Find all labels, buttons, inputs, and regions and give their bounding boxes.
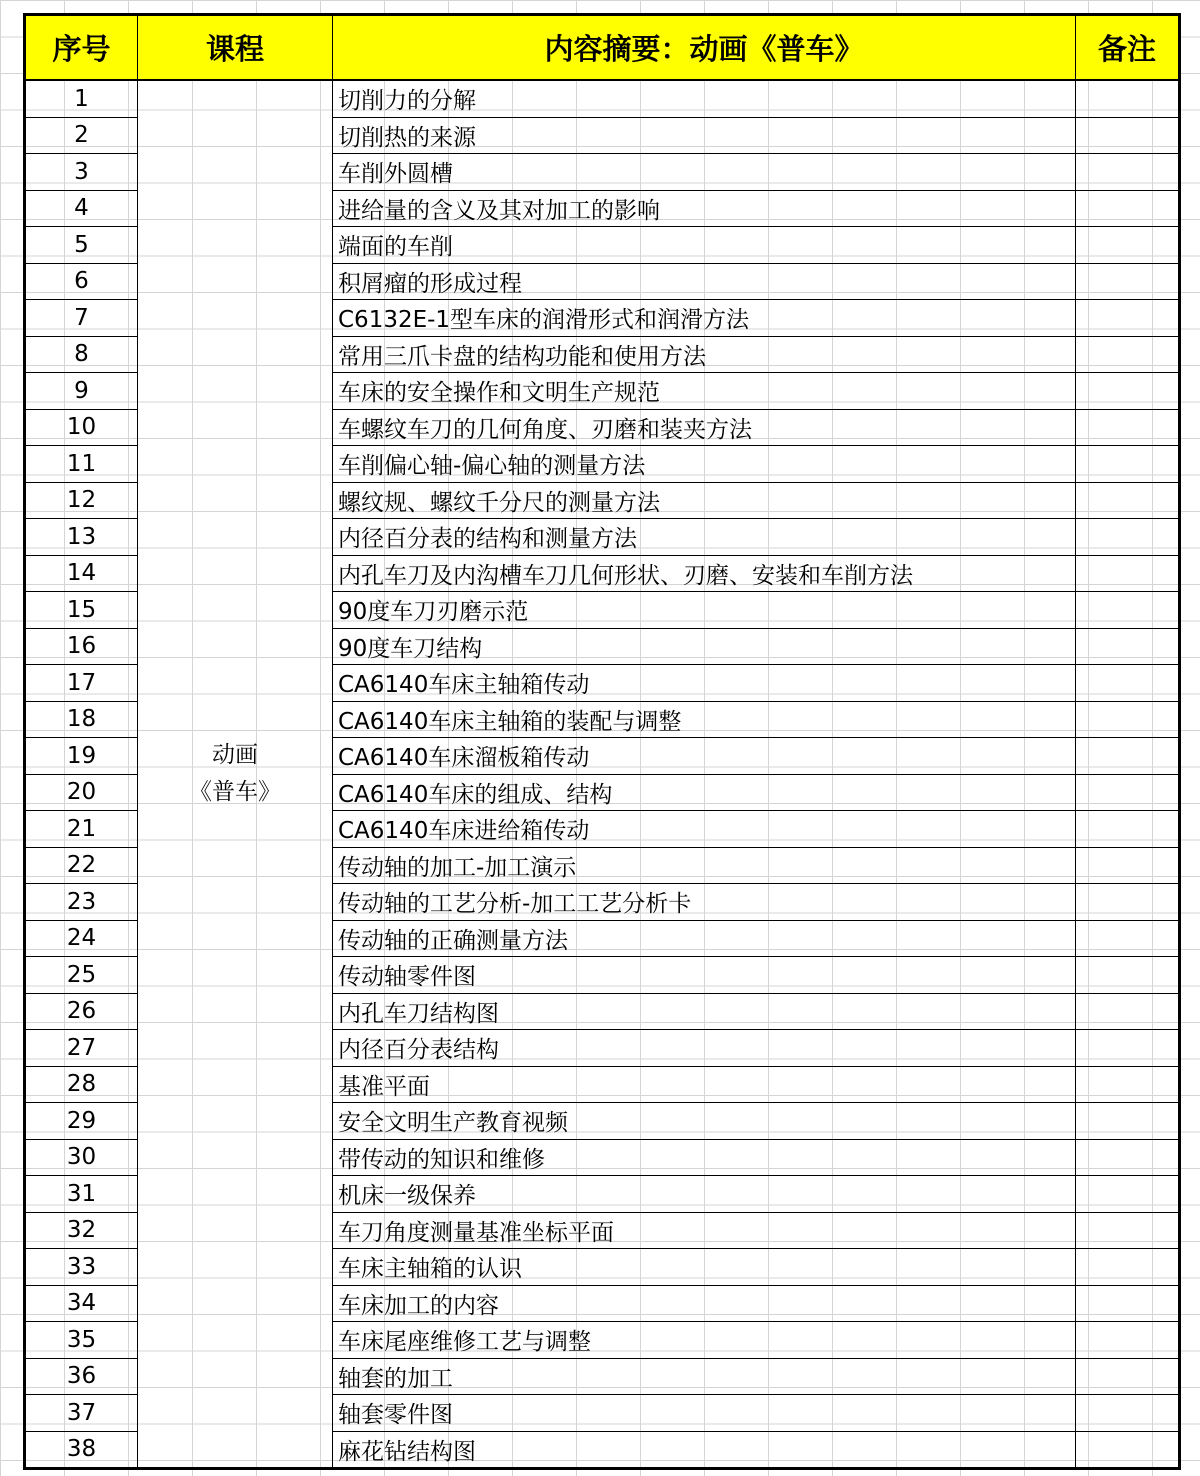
row-number-cell[interactable]: 15 bbox=[25, 592, 138, 629]
content-cell[interactable]: 进给量的含义及其对加工的影响 bbox=[333, 190, 1076, 227]
table-row bbox=[25, 80, 1180, 117]
remark-cell[interactable] bbox=[1076, 1176, 1180, 1213]
content-cell[interactable]: 常用三爪卡盘的结构功能和使用方法 bbox=[333, 336, 1076, 373]
remark-cell[interactable] bbox=[1076, 227, 1180, 264]
content-cell[interactable]: 传动轴零件图 bbox=[333, 957, 1076, 994]
remark-cell[interactable] bbox=[1076, 665, 1180, 702]
header-cell-content[interactable]: 内容摘要：动画《普车》 bbox=[333, 15, 1076, 81]
row-number-cell[interactable]: 31 bbox=[25, 1176, 138, 1213]
remark-cell[interactable] bbox=[1076, 811, 1180, 848]
row-number-cell[interactable]: 38 bbox=[25, 1431, 138, 1469]
row-number-cell[interactable]: 24 bbox=[25, 920, 138, 957]
row-number-cell[interactable]: 8 bbox=[25, 336, 138, 373]
remark-cell[interactable] bbox=[1076, 1322, 1180, 1359]
course-cell[interactable] bbox=[138, 80, 333, 1469]
remark-cell[interactable] bbox=[1076, 1431, 1180, 1469]
row-number-cell[interactable]: 9 bbox=[25, 373, 138, 410]
remark-cell[interactable] bbox=[1076, 701, 1180, 738]
content-cell[interactable]: 轴套零件图 bbox=[333, 1395, 1076, 1432]
row-number-cell[interactable]: 20 bbox=[25, 774, 138, 811]
row-number-cell[interactable]: 33 bbox=[25, 1249, 138, 1286]
row-number-cell[interactable]: 22 bbox=[25, 847, 138, 884]
content-cell[interactable]: 车削偏心轴-偏心轴的测量方法 bbox=[333, 446, 1076, 483]
content-cell[interactable]: 基准平面 bbox=[333, 1066, 1076, 1103]
row-number-cell[interactable]: 36 bbox=[25, 1358, 138, 1395]
remark-cell[interactable] bbox=[1076, 409, 1180, 446]
remark-cell[interactable] bbox=[1076, 628, 1180, 665]
row-number-cell[interactable]: 32 bbox=[25, 1212, 138, 1249]
remark-cell[interactable] bbox=[1076, 300, 1180, 337]
content-cell[interactable]: 积屑瘤的形成过程 bbox=[333, 263, 1076, 300]
header-cell-no[interactable]: 序号 bbox=[25, 15, 138, 81]
row-number-cell[interactable]: 35 bbox=[25, 1322, 138, 1359]
content-cell[interactable]: 90度车刀刃磨示范 bbox=[333, 592, 1076, 629]
content-cell[interactable]: 轴套的加工 bbox=[333, 1358, 1076, 1395]
row-number-cell[interactable]: 10 bbox=[25, 409, 138, 446]
remark-cell[interactable] bbox=[1076, 774, 1180, 811]
content-cell[interactable]: 车螺纹车刀的几何角度、刃磨和装夹方法 bbox=[333, 409, 1076, 446]
row-number-cell[interactable]: 5 bbox=[25, 227, 138, 264]
content-cell[interactable]: 螺纹规、螺纹千分尺的测量方法 bbox=[333, 482, 1076, 519]
content-cell[interactable]: 车床主轴箱的认识 bbox=[333, 1249, 1076, 1286]
row-number-cell[interactable]: 2 bbox=[25, 117, 138, 154]
row-number-cell[interactable]: 17 bbox=[25, 665, 138, 702]
row-number-cell[interactable]: 14 bbox=[25, 555, 138, 592]
table-body bbox=[25, 80, 1180, 1469]
remark-cell[interactable] bbox=[1076, 1066, 1180, 1103]
row-number-cell[interactable]: 34 bbox=[25, 1285, 138, 1322]
content-cell[interactable]: CA6140车床主轴箱传动 bbox=[333, 665, 1076, 702]
content-cell[interactable]: 内孔车刀及内沟槽车刀几何形状、刃磨、安装和车削方法 bbox=[333, 555, 1076, 592]
remark-cell[interactable] bbox=[1076, 1358, 1180, 1395]
header-cell-course[interactable]: 课程 bbox=[138, 15, 333, 81]
row-number-cell[interactable]: 30 bbox=[25, 1139, 138, 1176]
remark-cell[interactable] bbox=[1076, 1395, 1180, 1432]
content-cell[interactable]: 麻花钻结构图 bbox=[333, 1431, 1076, 1469]
remark-cell[interactable] bbox=[1076, 847, 1180, 884]
content-cell[interactable]: 车床加工的内容 bbox=[333, 1285, 1076, 1322]
content-cell[interactable]: 切削力的分解 bbox=[333, 80, 1076, 117]
course-name-line2: 《普车》 bbox=[189, 779, 281, 805]
remark-cell[interactable] bbox=[1076, 957, 1180, 994]
remark-cell[interactable] bbox=[1076, 263, 1180, 300]
content-cell[interactable]: 车床的安全操作和文明生产规范 bbox=[333, 373, 1076, 410]
content-cell[interactable]: 安全文明生产教育视频 bbox=[333, 1103, 1076, 1140]
row-number-cell[interactable]: 28 bbox=[25, 1066, 138, 1103]
row-number-cell[interactable]: 4 bbox=[25, 190, 138, 227]
remark-cell[interactable] bbox=[1076, 117, 1180, 154]
content-cell[interactable]: CA6140车床溜板箱传动 bbox=[333, 738, 1076, 775]
remark-cell[interactable] bbox=[1076, 154, 1180, 191]
row-number-cell[interactable]: 3 bbox=[25, 154, 138, 191]
header-row bbox=[25, 15, 1180, 81]
remark-cell[interactable] bbox=[1076, 373, 1180, 410]
row-number-cell[interactable]: 23 bbox=[25, 884, 138, 921]
row-number-cell[interactable]: 12 bbox=[25, 482, 138, 519]
row-number-cell[interactable]: 1 bbox=[25, 80, 138, 117]
content-cell[interactable]: 内径百分表的结构和测量方法 bbox=[333, 519, 1076, 556]
remark-cell[interactable] bbox=[1076, 1212, 1180, 1249]
content-cell[interactable]: 车床尾座维修工艺与调整 bbox=[333, 1322, 1076, 1359]
content-cell[interactable]: 车刀角度测量基准坐标平面 bbox=[333, 1212, 1076, 1249]
remark-cell[interactable] bbox=[1076, 993, 1180, 1030]
row-number-cell[interactable]: 29 bbox=[25, 1103, 138, 1140]
content-cell[interactable]: 内径百分表结构 bbox=[333, 1030, 1076, 1067]
row-number-cell[interactable]: 27 bbox=[25, 1030, 138, 1067]
content-cell[interactable]: 传动轴的工艺分析-加工工艺分析卡 bbox=[333, 884, 1076, 921]
content-cell[interactable]: 传动轴的正确测量方法 bbox=[333, 920, 1076, 957]
remark-cell[interactable] bbox=[1076, 446, 1180, 483]
remark-cell[interactable] bbox=[1076, 336, 1180, 373]
content-cell[interactable]: 内孔车刀结构图 bbox=[333, 993, 1076, 1030]
remark-cell[interactable] bbox=[1076, 1285, 1180, 1322]
remark-cell[interactable] bbox=[1076, 519, 1180, 556]
content-cell[interactable]: CA6140车床的组成、结构 bbox=[333, 774, 1076, 811]
remark-cell[interactable] bbox=[1076, 920, 1180, 957]
content-cell[interactable]: 车削外圆槽 bbox=[333, 154, 1076, 191]
remark-cell[interactable] bbox=[1076, 80, 1180, 117]
row-number-cell[interactable]: 37 bbox=[25, 1395, 138, 1432]
row-number-cell[interactable]: 21 bbox=[25, 811, 138, 848]
remark-cell[interactable] bbox=[1076, 1139, 1180, 1176]
remark-cell[interactable] bbox=[1076, 1103, 1180, 1140]
remark-cell[interactable] bbox=[1076, 1030, 1180, 1067]
row-number-cell[interactable]: 6 bbox=[25, 263, 138, 300]
content-cell[interactable]: 带传动的知识和维修 bbox=[333, 1139, 1076, 1176]
row-number-cell[interactable]: 19 bbox=[25, 738, 138, 775]
remark-cell[interactable] bbox=[1076, 738, 1180, 775]
row-number-cell[interactable]: 26 bbox=[25, 993, 138, 1030]
content-cell[interactable]: 传动轴的加工-加工演示 bbox=[333, 847, 1076, 884]
row-number-cell[interactable]: 13 bbox=[25, 519, 138, 556]
row-number-cell[interactable]: 18 bbox=[25, 701, 138, 738]
content-cell[interactable]: CA6140车床主轴箱的装配与调整 bbox=[333, 701, 1076, 738]
remark-cell[interactable] bbox=[1076, 1249, 1180, 1286]
row-number-cell[interactable]: 25 bbox=[25, 957, 138, 994]
content-cell[interactable]: 切削热的来源 bbox=[333, 117, 1076, 154]
content-cell[interactable]: 机床一级保养 bbox=[333, 1176, 1076, 1213]
content-cell[interactable]: 90度车刀结构 bbox=[333, 628, 1076, 665]
content-cell[interactable]: C6132E-1型车床的润滑形式和润滑方法 bbox=[333, 300, 1076, 337]
remark-cell[interactable] bbox=[1076, 190, 1180, 227]
content-cell[interactable]: CA6140车床进给箱传动 bbox=[333, 811, 1076, 848]
remark-cell[interactable] bbox=[1076, 555, 1180, 592]
course-name-line1: 动画 bbox=[212, 742, 258, 768]
row-number-cell[interactable]: 16 bbox=[25, 628, 138, 665]
header-cell-remark[interactable]: 备注 bbox=[1076, 15, 1180, 81]
remark-cell[interactable] bbox=[1076, 592, 1180, 629]
content-cell[interactable]: 端面的车削 bbox=[333, 227, 1076, 264]
remark-cell[interactable] bbox=[1076, 884, 1180, 921]
row-number-cell[interactable]: 11 bbox=[25, 446, 138, 483]
row-number-cell[interactable]: 7 bbox=[25, 300, 138, 337]
course-content-table bbox=[23, 13, 1181, 1470]
remark-cell[interactable] bbox=[1076, 482, 1180, 519]
